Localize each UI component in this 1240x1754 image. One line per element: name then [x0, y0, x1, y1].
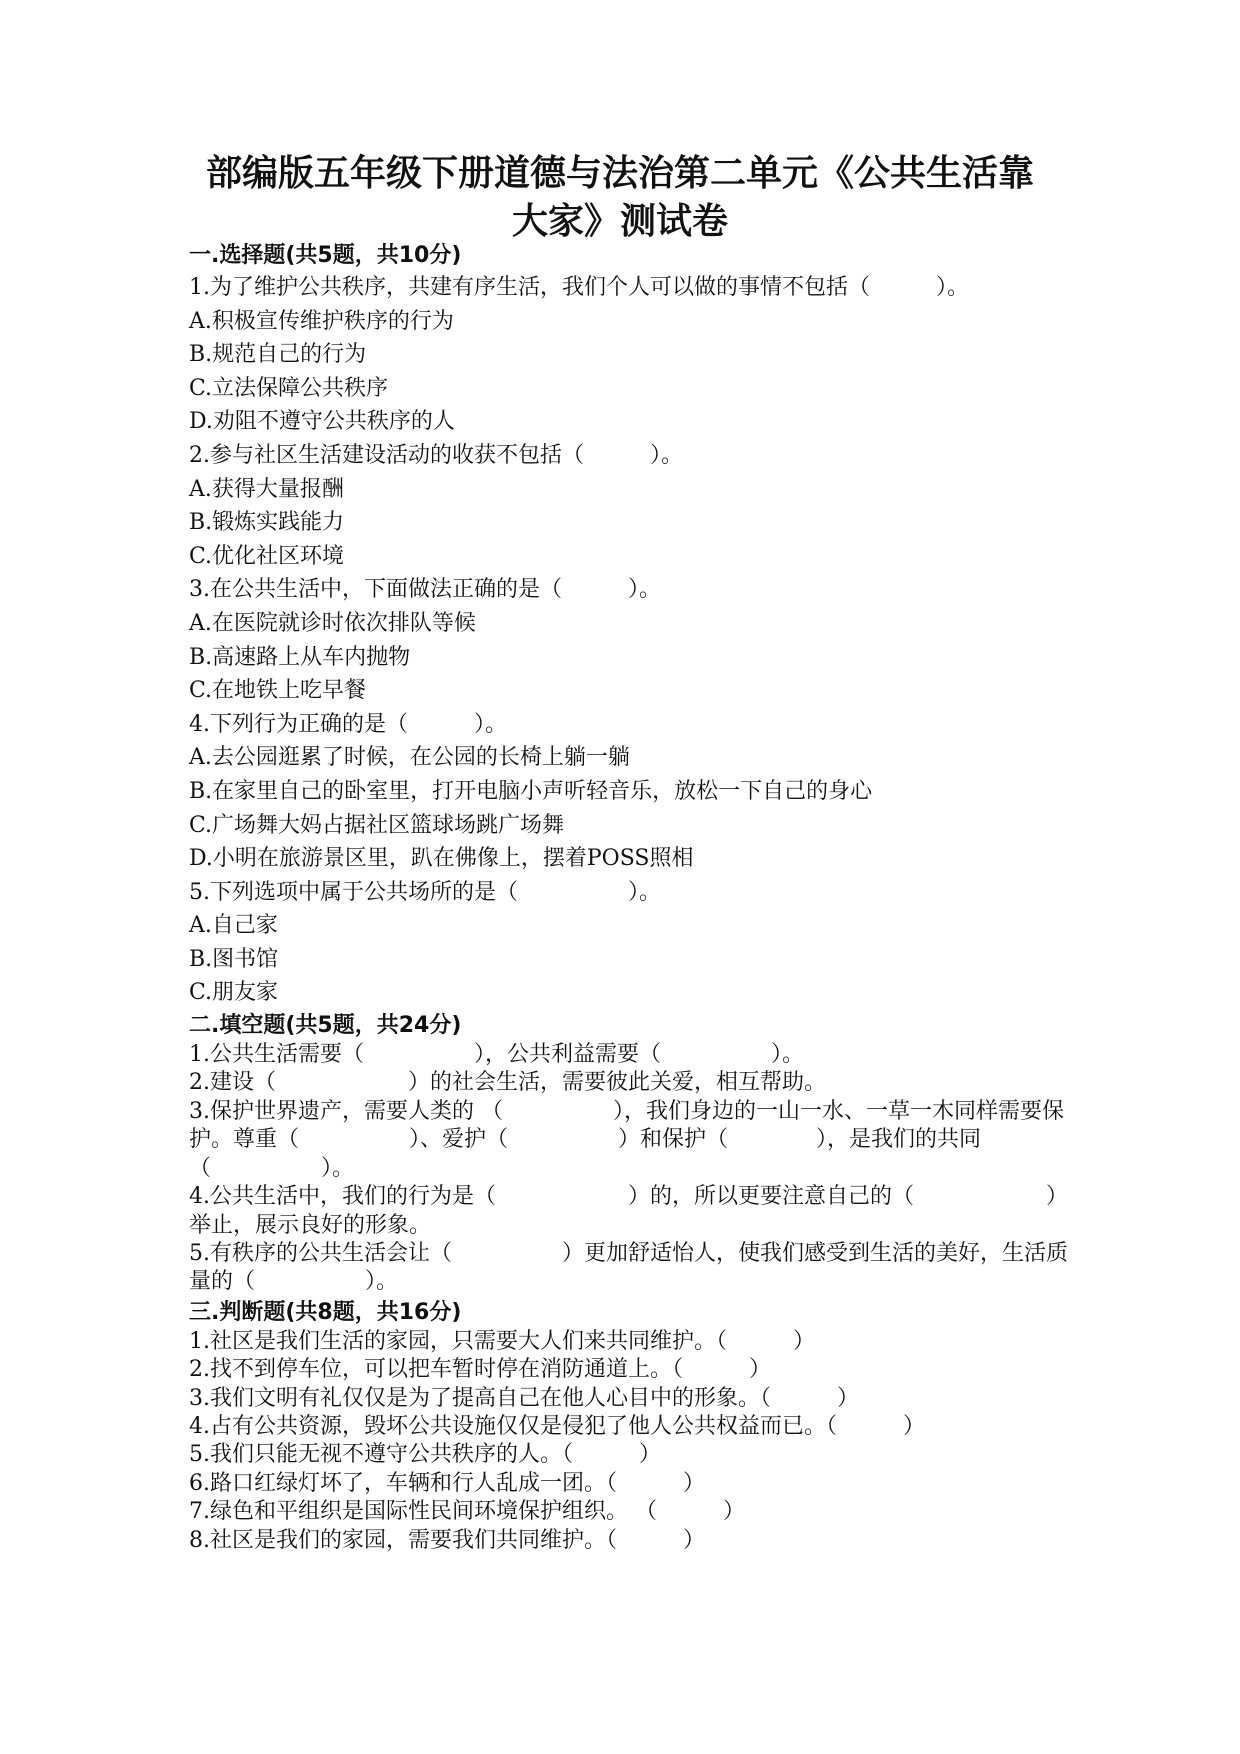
answer-option: B.规范自己的行为 — [189, 342, 367, 368]
judge-question: 7.绿色和平组织是国际性民间环境保护组织。 （ ） — [189, 1499, 745, 1525]
judge-question: 1.社区是我们生活的家园，只需要大人们来共同维护。（ ） — [189, 1328, 815, 1354]
answer-option: A.自己家 — [189, 913, 278, 939]
answer-option: C.立法保障公共秩序 — [189, 375, 389, 401]
answer-option: D.小明在旅游景区里，趴在佛像上，摆着POSS照相 — [189, 846, 694, 872]
answer-option: D.劝阻不遵守公共秩序的人 — [189, 409, 455, 435]
judge-question-list — [189, 1328, 1069, 1555]
answer-option: B.图书馆 — [189, 946, 279, 972]
section-heading-choice: 一.选择题(共5题，共10分) — [189, 243, 462, 268]
title-line-2: 大家》测试卷 — [511, 201, 728, 242]
fill-question: 4.公共生活中，我们的行为是（ ）的，所以更要注意自己的（ ）举止，展示良好的形象。 — [189, 1184, 1068, 1238]
fill-question: 2.建设（ ）的社会生活，需要彼此关爱，相互帮助。 — [189, 1070, 826, 1096]
judge-question: 6.路口红绿灯坏了，车辆和行人乱成一团。（ ） — [189, 1470, 705, 1496]
answer-option: C.在地铁上吃早餐 — [189, 678, 367, 704]
question-stem: 1.为了维护公共秩序，共建有序生活，我们个人可以做的事情不包括（ ）。 — [189, 275, 969, 300]
fill-question: 5.有秩序的公共生活会让（ ）更加舒适怡人，使我们感受到生活的美好，生活质量的（ ）。 — [189, 1240, 1068, 1295]
fill-question-list — [189, 1041, 1069, 1297]
judge-question: 3.我们文明有礼仅仅是为了提高自己在他人心目中的形象。（ ） — [189, 1385, 859, 1411]
judge-question: 8.社区是我们的家园，需要我们共同维护。（ ） — [189, 1527, 705, 1553]
section-heading-judge: 三.判断题(共8题，共16分) — [189, 1299, 462, 1325]
fill-question: 3.保护世界遗产，需要人类的 （ ），我们身边的一山一水、一草一木同样需要保护。尊重（ ）、爱护（ ）和保护（ ），是我们的共同（ ）。 — [189, 1098, 1064, 1181]
judge-question: 5.我们只能无视不遵守公共秩序的人。（ ） — [189, 1442, 661, 1468]
answer-option: C.广场舞大妈占据社区篮球场跳广场舞 — [189, 812, 565, 838]
answer-option: C.朋友家 — [189, 980, 279, 1006]
answer-option: A.积极宣传维护秩序的行为 — [189, 308, 454, 334]
question-stem: 3.在公共生活中，下面做法正确的是（ ）。 — [189, 577, 661, 603]
answer-option: A.在医院就诊时依次排队等候 — [189, 610, 476, 636]
exam-content — [189, 240, 1069, 1555]
answer-option: C.优化社区环境 — [189, 543, 345, 569]
judge-question: 4.占有公共资源，毁坏公共设施仅仅是侵犯了他人公共权益而已。（ ） — [189, 1413, 925, 1439]
answer-option: B.在家里自己的卧室里，打开电脑小声听轻音乐，放松一下自己的身心 — [189, 778, 873, 804]
question-stem: 5.下列选项中属于公共场所的是（ ）。 — [189, 879, 661, 905]
question-stem: 2.参与社区生活建设活动的收获不包括（ ）。 — [189, 442, 683, 468]
answer-option: B.高速路上从车内抛物 — [189, 644, 411, 670]
section-heading-fill: 二.填空题(共5题，共24分) — [189, 1013, 462, 1039]
fill-question: 1.公共生活需要（ ），公共利益需要（ ）。 — [189, 1042, 804, 1068]
answer-option: A.获得大量报酬 — [189, 476, 344, 502]
judge-question: 2.找不到停车位，可以把车暂时停在消防通道上。（ ） — [189, 1357, 771, 1383]
title-line-1: 部编版五年级下册道德与法治第二单元《公共生活靠 — [205, 153, 1034, 194]
question-stem: 4.下列行为正确的是（ ）。 — [189, 711, 507, 737]
answer-option: B.锻炼实践能力 — [189, 510, 345, 536]
answer-option: A.去公园逛累了时候，在公园的长椅上躺一躺 — [189, 745, 630, 771]
document-title — [160, 150, 1080, 246]
